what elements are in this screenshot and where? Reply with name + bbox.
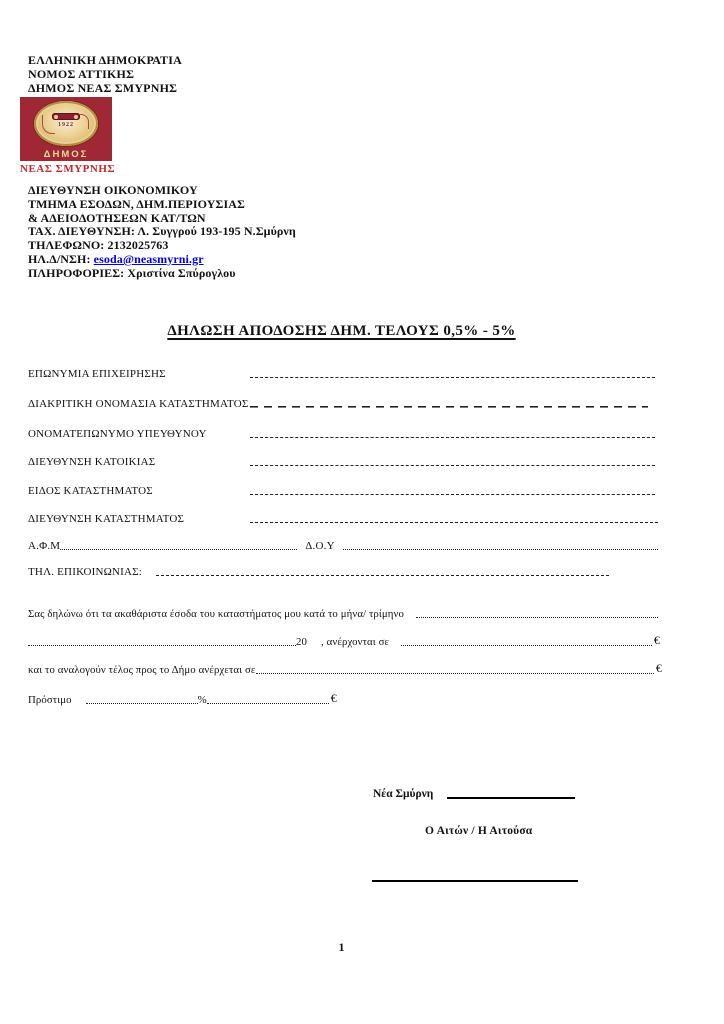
period-field[interactable] xyxy=(416,603,658,618)
signer-label: Ο Αιτών / Η Αιτούσα xyxy=(425,825,533,837)
contact-phone-field[interactable] xyxy=(156,561,609,576)
dept-line-section: ΤΜΗΜΑ ΕΣΟΔΩΝ, ΔΗΜ.ΠΕΡΙΟΥΣΙΑΣ xyxy=(28,196,245,211)
header-line-prefecture: ΝΟΜΟΣ ΑΤΤΙΚΗΣ xyxy=(28,67,135,81)
fine-label: Πρόστιμο xyxy=(28,694,72,706)
gross-income-field[interactable] xyxy=(401,631,652,646)
dept-line-address: ΤΑΧ. ΔΙΕΥΘΥΝΣΗ: Λ. Συγγρού 193-195 Ν.Σμύρνη xyxy=(28,224,296,239)
dept-line-licensing: & ΑΔΕΙΟΔΟΤΗΣΕΩΝ ΚΑΤ/ΤΩΝ xyxy=(28,210,206,225)
home-address-label: ΔΙΕΥΘΥΝΣΗ ΚΑΤΟΙΚΙΑΣ xyxy=(28,456,156,468)
form-row-store-trade-name xyxy=(28,393,648,410)
afm-label: Α.Φ.Μ xyxy=(28,540,61,552)
gov-header xyxy=(28,53,182,95)
seal-band-icon xyxy=(52,113,80,120)
declaration-text-3: και το αναλογούν τέλος προς το Δήμο ανέρχεται σε xyxy=(28,664,256,676)
form-row-afm-doy xyxy=(28,535,658,552)
form-row-responsible-person xyxy=(28,423,655,440)
dept-line-directorate: ΔΙΕΥΘΥΝΣΗ ΟΙΚΟΝΟΜΙΚΟΥ xyxy=(28,183,198,197)
logo-red-box xyxy=(20,97,112,161)
responsible-person-label: ΟΝΟΜΑΤΕΠΩΝΥΜΟ ΥΠΕΥΘΥΝΟΥ xyxy=(28,428,207,440)
dept-line-info: ΠΛΗΡΟΦΟΡΙΕΣ: Χριστίνα Σπύρογλου xyxy=(28,265,236,280)
fine-percent-field[interactable] xyxy=(86,689,198,704)
responsible-person-field[interactable] xyxy=(250,423,655,438)
home-address-field[interactable] xyxy=(250,451,655,466)
fee-amount-field[interactable] xyxy=(256,659,654,674)
dept-line-email xyxy=(28,253,296,267)
fine-amount-field[interactable] xyxy=(207,689,329,704)
store-type-label: ΕΙΔΟΣ ΚΑΤΑΣΤΗΜΑΤΟΣ xyxy=(28,485,153,497)
euro-sign: € xyxy=(653,633,660,647)
period-field-continued[interactable] xyxy=(28,631,296,646)
store-trade-name-field[interactable] xyxy=(250,394,648,408)
header-line-municipality: ΔΗΜΟΣ ΝΕΑΣ ΣΜΥΡΝΗΣ xyxy=(28,81,178,95)
email-link[interactable]: esoda@neasmyrni.gr xyxy=(93,251,204,266)
declaration-text-2: , ανέρχονται σε xyxy=(321,636,390,648)
euro-sign: € xyxy=(330,691,337,705)
seal-medallion-icon xyxy=(34,101,98,146)
signature-line[interactable] xyxy=(372,866,578,882)
place-label: Νέα Σμύρνη xyxy=(373,788,434,800)
logo-caption: ΝΕΑΣ ΣΜΥΡΝΗΣ xyxy=(20,163,116,175)
euro-sign: € xyxy=(655,661,662,675)
seal-year: 1922 xyxy=(58,122,74,128)
store-address-field[interactable] xyxy=(250,508,658,523)
afm-field[interactable] xyxy=(60,535,297,550)
municipality-logo xyxy=(20,97,116,175)
doy-label: Δ.Ο.Υ xyxy=(305,540,335,552)
dept-line-phone: ΤΗΛΕΦΩΝΟ: 2132025763 xyxy=(28,238,169,253)
business-name-label: ΕΠΩΝΥΜΙΑ ΕΠΙΧΕΙΡΗΣΗΣ xyxy=(28,368,166,380)
store-type-field[interactable] xyxy=(250,480,655,495)
declaration-line-1 xyxy=(28,603,658,620)
declaration-line-3 xyxy=(28,659,662,676)
date-line[interactable] xyxy=(447,784,575,799)
store-trade-name-label: ΔΙΑΚΡΙΤΙΚΗ ΟΝΟΜΑΣΙΑ ΚΑΤΑΣΤΗΜΑΤΟΣ xyxy=(28,398,249,410)
header-line-republic: ΕΛΛΗΝΙΚΗ ΔΗΜΟΚΡΑΤΙΑ xyxy=(28,53,182,67)
doy-field[interactable] xyxy=(343,535,658,550)
declaration-text-1: Σας δηλώνω ότι τα ακαθάριστα έσοδα του καταστήματος μου κατά το μήνα/ τρίμηνο xyxy=(28,608,405,620)
declaration-line-2 xyxy=(28,631,660,648)
email-label: ΗΛ.Δ/ΝΣΗ: xyxy=(28,251,91,266)
form-row-home-address xyxy=(28,451,655,468)
page-number: 1 xyxy=(338,940,345,954)
form-row-store-address xyxy=(28,508,658,525)
signature-place-row xyxy=(373,784,575,800)
form-row-contact-phone xyxy=(28,561,609,578)
store-address-label: ΔΙΕΥΘΥΝΣΗ ΚΑΤΑΣΤΗΜΑΤΟΣ xyxy=(28,513,185,525)
form-row-business-name xyxy=(28,363,655,380)
form-row-store-type xyxy=(28,480,655,497)
declaration-line-fine xyxy=(28,689,346,706)
percent-sign: % xyxy=(197,694,207,706)
year-prefix: 20 xyxy=(296,636,307,648)
document-title: ΔΗΛΩΣΗ ΑΠΟΔΟΣΗΣ ΔΗΜ. ΤΕΛΟΥΣ 0,5% - 5% xyxy=(167,323,516,339)
business-name-field[interactable] xyxy=(250,363,655,378)
contact-phone-label: ΤΗΛ. ΕΠΙΚΟΙΝΩΝΙΑΣ: xyxy=(28,566,142,578)
logo-dimos-label: ΔΗΜΟΣ xyxy=(43,149,89,160)
department-block xyxy=(28,184,296,281)
